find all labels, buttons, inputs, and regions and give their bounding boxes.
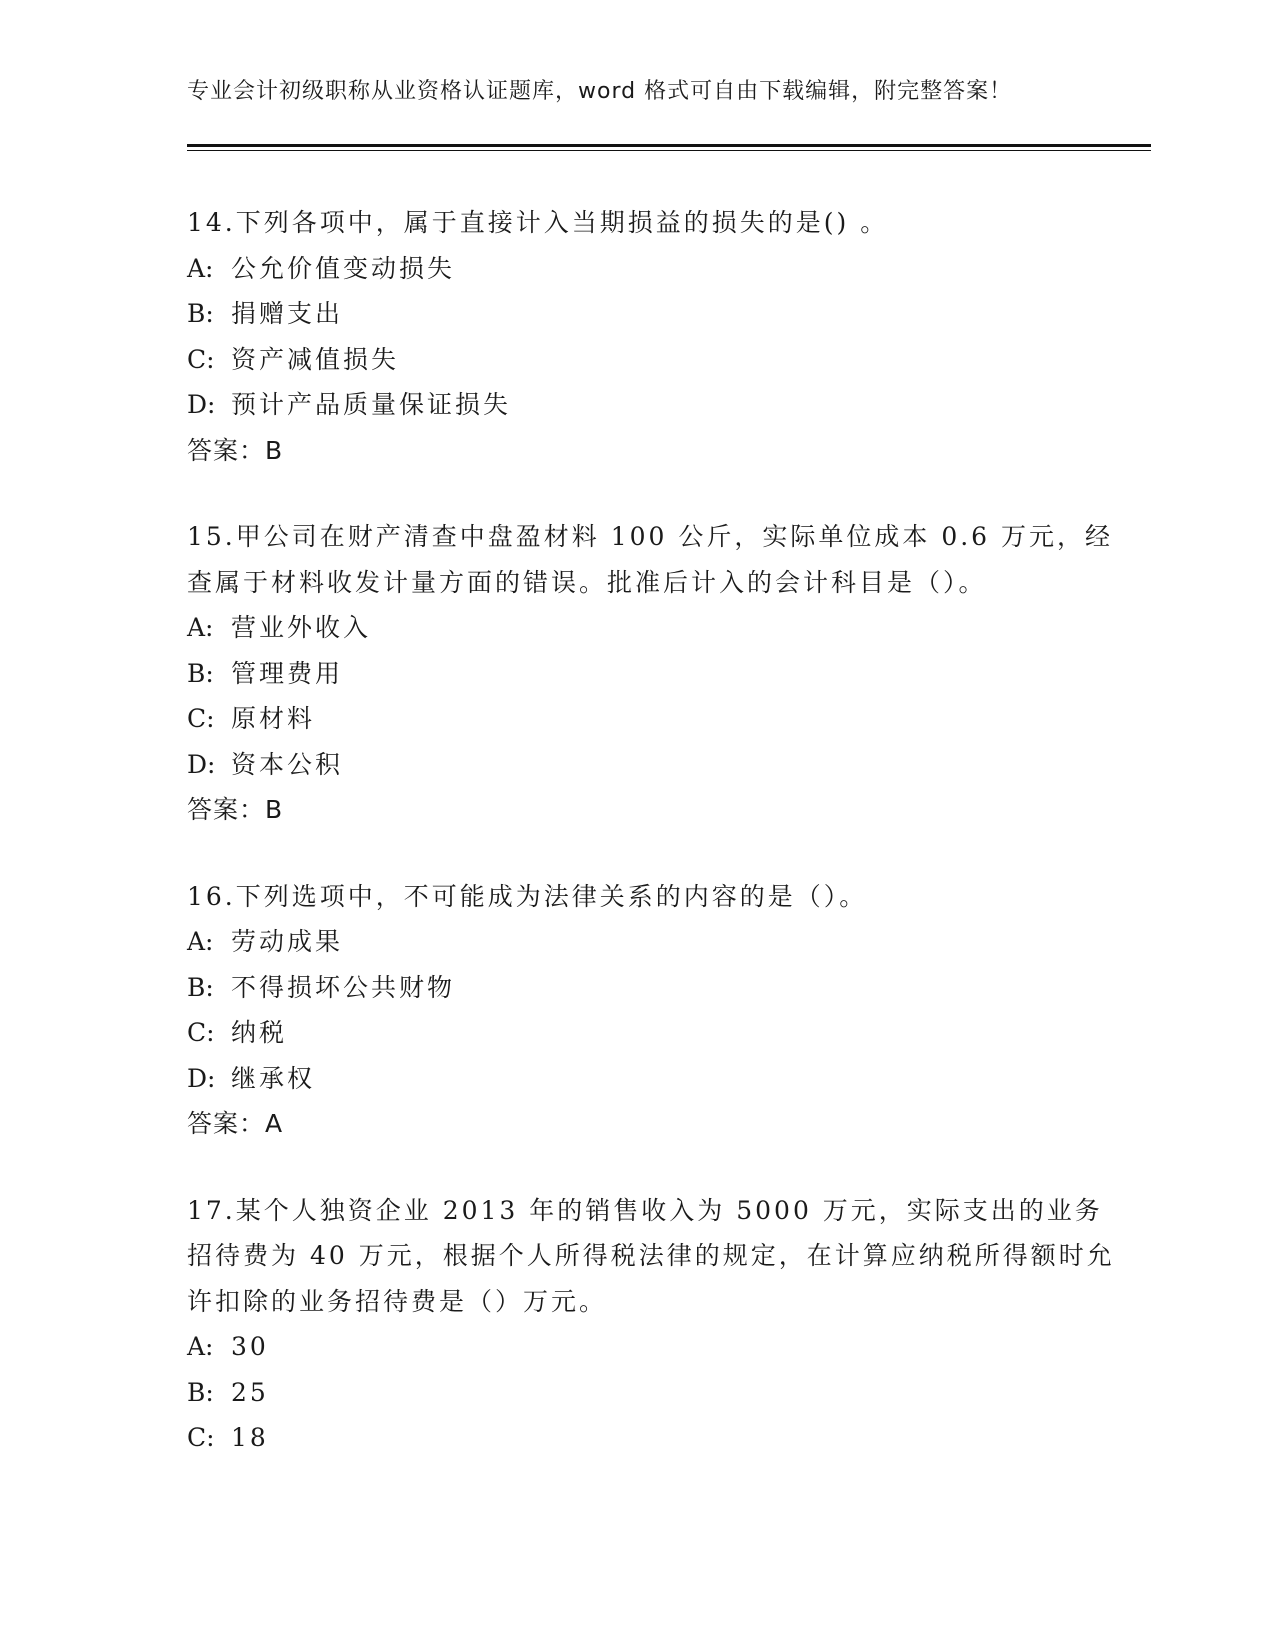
answer-option bbox=[187, 965, 1117, 1011]
option-key: A: bbox=[187, 253, 214, 283]
answer-option bbox=[187, 1415, 1117, 1461]
option-key: D: bbox=[187, 749, 216, 779]
answer-value: B bbox=[265, 795, 284, 824]
page-header: 专业会计初级职称从业资格认证题库，word 格式可自由下载编辑，附完整答案！ bbox=[187, 79, 1013, 104]
question-text: 17.某个人独资企业 2013 年的销售收入为 5000 万元，实际支出的业务招待费为 40 万元，根据个人所得税法律的规定，在计算应纳税所得额时允许扣除的业务招待费是（）万元。 bbox=[187, 1195, 1115, 1316]
question-block bbox=[187, 1188, 1117, 1461]
question-text: 16.下列选项中，不可能成为法律关系的内容的是（）。 bbox=[187, 881, 868, 911]
answer-line bbox=[187, 1101, 1117, 1147]
option-text: 营业外收入 bbox=[231, 613, 372, 642]
option-key: B: bbox=[187, 1377, 214, 1407]
option-text: 30 bbox=[231, 1332, 269, 1361]
option-text: 劳动成果 bbox=[231, 927, 344, 956]
answer-option bbox=[187, 742, 1117, 788]
option-key: A: bbox=[187, 927, 214, 956]
option-key: C: bbox=[187, 1423, 215, 1452]
answer-label: 答案： bbox=[187, 795, 266, 824]
answer-option bbox=[187, 696, 1117, 742]
option-text: 管理费用 bbox=[231, 658, 344, 688]
answer-option bbox=[187, 651, 1117, 697]
option-text: 纳税 bbox=[231, 1018, 288, 1047]
answer-line bbox=[187, 428, 1117, 474]
option-key: B: bbox=[187, 658, 214, 688]
option-key: C: bbox=[187, 344, 215, 374]
option-key: B: bbox=[187, 299, 214, 328]
option-text: 预计产品质量保证损失 bbox=[231, 390, 512, 419]
option-text: 捐赠支出 bbox=[231, 299, 344, 328]
question-block bbox=[187, 874, 1117, 1147]
option-text: 不得损坏公共财物 bbox=[231, 972, 456, 1002]
option-key: D: bbox=[187, 390, 216, 419]
answer-option bbox=[187, 291, 1117, 337]
answer-option bbox=[187, 1324, 1117, 1370]
option-key: A: bbox=[187, 1332, 214, 1361]
option-text: 资产减值损失 bbox=[231, 344, 400, 374]
answer-option bbox=[187, 605, 1117, 651]
answer-option bbox=[187, 919, 1117, 965]
question-text: 14.下列各项中，属于直接计入当期损益的损失的是() 。 bbox=[187, 208, 889, 237]
option-text: 25 bbox=[231, 1377, 269, 1407]
answer-option bbox=[187, 1010, 1117, 1056]
answer-label: 答案： bbox=[187, 435, 266, 465]
answer-option bbox=[187, 1370, 1117, 1416]
answer-option bbox=[187, 337, 1117, 383]
option-key: D: bbox=[187, 1063, 216, 1093]
question-text: 15.甲公司在财产清查中盘盈材料 100 公斤，实际单位成本 0.6 万元，经查属于材料收发计量方面的错误。批准后计入的会计科目是（）。 bbox=[187, 522, 1114, 597]
answer-label: 答案： bbox=[187, 1109, 266, 1138]
option-key: C: bbox=[187, 704, 215, 733]
option-text: 原材料 bbox=[231, 704, 316, 733]
answer-option bbox=[187, 1056, 1117, 1102]
header-rule-thin bbox=[187, 150, 1151, 151]
option-text: 继承权 bbox=[231, 1063, 316, 1093]
option-key: A: bbox=[187, 613, 214, 642]
answer-value: A bbox=[265, 1109, 284, 1138]
option-text: 18 bbox=[231, 1423, 269, 1452]
answer-option bbox=[187, 246, 1117, 292]
answer-line bbox=[187, 787, 1117, 833]
option-text: 资本公积 bbox=[231, 749, 344, 779]
question-block bbox=[187, 200, 1117, 473]
question-list bbox=[187, 200, 1117, 1502]
option-text: 公允价值变动损失 bbox=[231, 253, 456, 283]
question-block bbox=[187, 514, 1117, 833]
answer-value: B bbox=[265, 435, 284, 465]
option-key: B: bbox=[187, 972, 214, 1002]
answer-option bbox=[187, 382, 1117, 428]
option-key: C: bbox=[187, 1018, 215, 1047]
header-rule-thick bbox=[187, 144, 1151, 147]
